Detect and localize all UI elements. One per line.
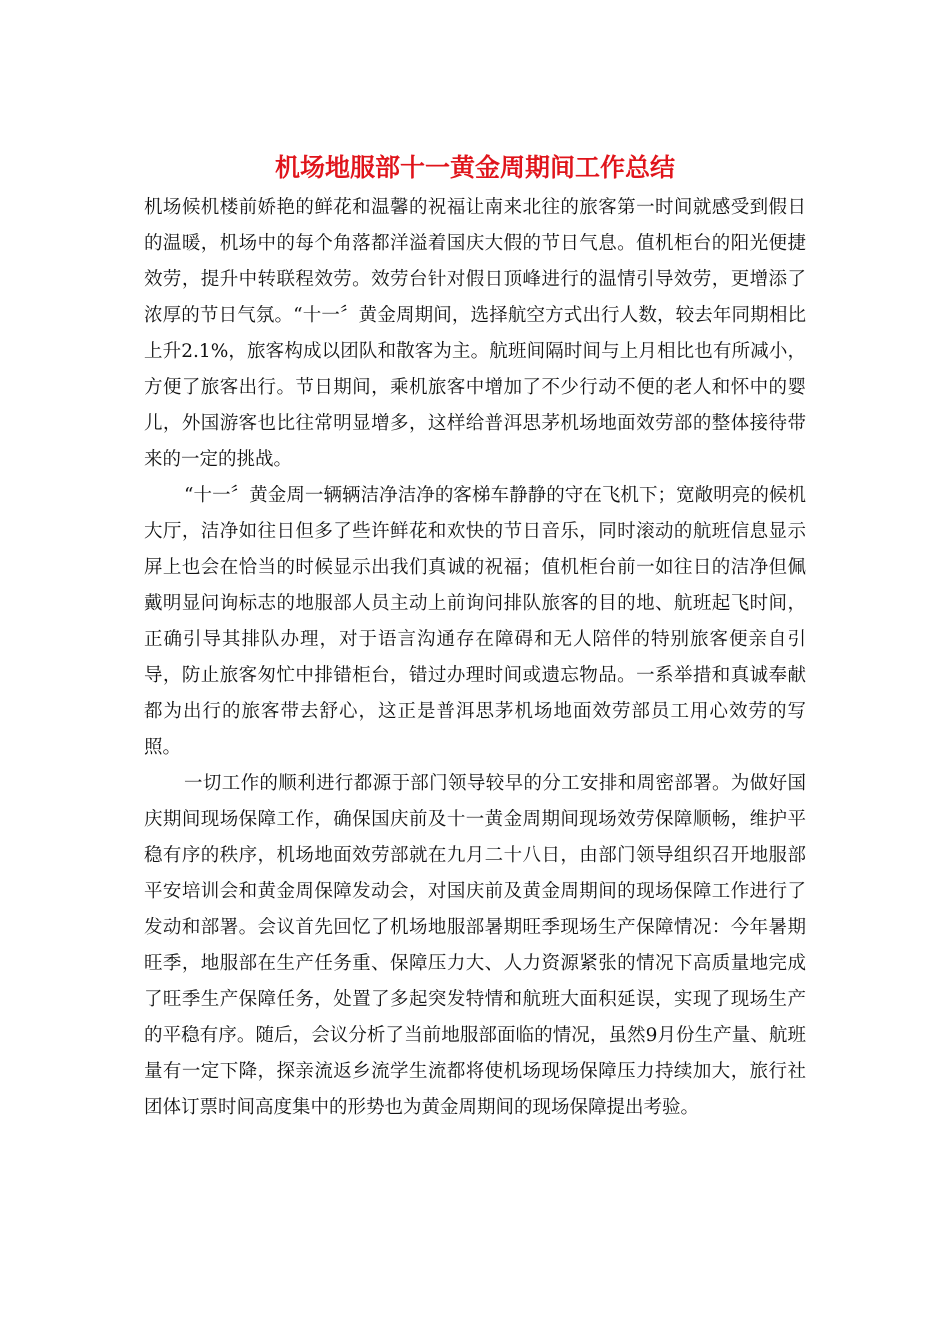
paragraph-2: “十一〞黄金周一辆辆洁净洁净的客梯车静静的守在飞机下；宽敞明亮的候机大厅，洁净如往日但多了些许鲜花和欢快的节日音乐，同时滚动的航班信息显示屏上也会在恰当的时候显示出我们真诚的祝福；值机柜台前一如往日的洁净但佩戴明显问询标志的地服部人员主动上前询问排队旅客的目的地、航班起飞时间，正确引导其排队办理，对于语言沟通存在障碍和无人陪伴的特别旅客便亲自引导，防止旅客匆忙中排错柜台，错过办理时间或遗忘物品。一系举措和真诚奉献都为出行的旅客带去舒心，这正是普洱思茅机场地面效劳部员工用心效劳的写照。 <box>144 485 806 758</box>
document-body <box>144 190 806 1126</box>
document-title: 机场地服部十一黄金周期间工作总结 <box>274 153 675 182</box>
paragraph-1: 机场候机楼前娇艳的鲜花和温馨的祝福让南来北往的旅客第一时间就感受到假日的温暖，机场中的每个角落都洋溢着国庆大假的节日气息。值机柜台的阳光便捷效劳，提升中转联程效劳。效劳台针对假日顶峰进行的温情引导效劳，更增添了浓厚的节日气氛。“十一〞黄金周期间，选择航空方式出行人数，较去年同期相比上升2.1%，旅客构成以团队和散客为主。航班间隔时间与上月相比也有所减小，方便了旅客出行。节日期间，乘机旅客中增加了不少行动不便的老人和怀中的婴儿，外国游客也比往常明显增多，这样给普洱思茅机场地面效劳部的整体接待带来的一定的挑战。 <box>144 197 806 470</box>
paragraph-3: 一切工作的顺利进行都源于部门领导较早的分工安排和周密部署。为做好国庆期间现场保障工作，确保国庆前及十一黄金周期间现场效劳保障顺畅，维护平稳有序的秩序，机场地面效劳部就在九月二十八日，由部门领导组织召开地服部平安培训会和黄金周保障发动会，对国庆前及黄金周期间的现场保障工作进行了发动和部署。会议首先回忆了机场地服部暑期旺季现场生产保障情况：今年暑期旺季，地服部在生产任务重、保障压力大、人力资源紧张的情况下高质量地完成了旺季生产保障任务，处置了多起突发特情和航班大面积延误，实现了现场生产的平稳有序。随后，会议分析了当前地服部面临的情况，虽然9月份生产量、航班量有一定下降，探亲流返乡流学生流都将使机场现场保障压力持续加大，旅行社团体订票时间高度集中的形势也为黄金周期间的现场保障提出考验。 <box>144 773 806 1118</box>
